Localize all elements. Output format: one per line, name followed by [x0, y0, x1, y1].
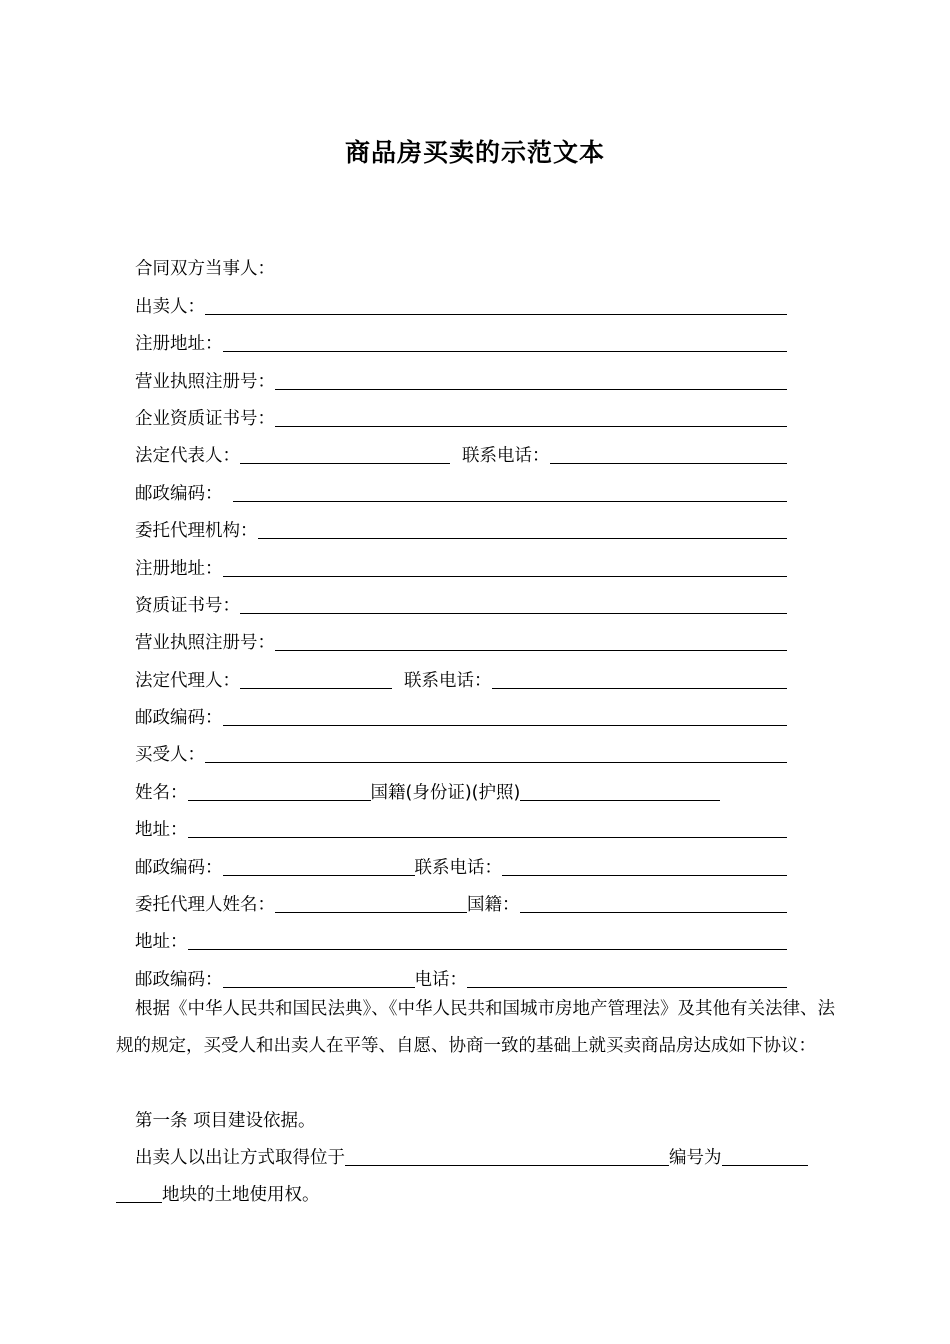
land-text-b: 编号为: [669, 1148, 722, 1168]
address2-label: 地址：: [135, 932, 188, 953]
phone3-blank[interactable]: [502, 855, 787, 876]
license2-row: [135, 618, 787, 655]
agent-name-blank[interactable]: [275, 892, 467, 913]
legal-rep-blank[interactable]: [240, 443, 450, 464]
reg-address-label: 注册地址：: [135, 334, 223, 355]
cert-label: 资质证书号：: [135, 595, 240, 616]
postcode4-label: 邮政编码：: [135, 969, 223, 990]
address-blank[interactable]: [188, 817, 788, 838]
postcode-blank[interactable]: [233, 481, 788, 502]
name-blank[interactable]: [188, 780, 371, 801]
tel-blank[interactable]: [467, 967, 787, 988]
legal-agent-blank[interactable]: [240, 668, 392, 689]
legal-agent-label: 法定代理人：: [135, 670, 240, 691]
seller-blank[interactable]: [205, 294, 787, 315]
postcode2-label: 邮政编码：: [135, 708, 223, 729]
reg-address-blank[interactable]: [223, 331, 788, 352]
article-1-text: 第一条 项目建设依据。: [135, 1111, 316, 1131]
land-text-c: 地块的土地使用权。: [162, 1185, 320, 1206]
seller-label: 出卖人：: [135, 296, 205, 317]
qualification-label: 企业资质证书号：: [135, 408, 275, 429]
land-location-blank[interactable]: [345, 1145, 669, 1166]
cert-blank[interactable]: [240, 593, 787, 614]
phone2-label: 联系电话：: [404, 670, 492, 691]
parties-row: [135, 244, 787, 281]
license-row: [135, 356, 787, 393]
reg-address-row: [135, 319, 787, 356]
postcode3-blank[interactable]: [223, 855, 415, 876]
agency-row: [135, 506, 787, 543]
reg-address2-row: [135, 543, 787, 580]
nationality-id-label: 国籍(身份证)(护照): [370, 782, 521, 803]
nationality-label: 国籍：: [467, 895, 520, 916]
address-row: [135, 805, 787, 842]
phone-blank[interactable]: [550, 443, 788, 464]
phone-label: 联系电话：: [462, 446, 550, 467]
address-label: 地址：: [135, 820, 188, 841]
document-title: 商品房买卖的示范文本: [344, 138, 605, 167]
name-label: 姓名：: [135, 782, 188, 803]
buyer-row: [135, 730, 787, 767]
preamble-text: 根据《中华人民共和国民法典》、《中华人民共和国城市房地产管理法》及其他有关法律、法规的规定，买受人和出卖人在平等、自愿、协商一致的基础上就买卖商品房达成如下协议：: [116, 999, 835, 1057]
land-number-blank-2[interactable]: [116, 1182, 162, 1203]
land-text-a: 出卖人以出让方式取得位于: [135, 1148, 345, 1168]
phone3-label: 联系电话：: [414, 857, 502, 878]
license2-blank[interactable]: [275, 630, 787, 651]
seller-row: [135, 281, 787, 318]
land-number-blank-1[interactable]: [722, 1145, 808, 1166]
postcode3-row: [135, 842, 787, 879]
preamble-paragraph: [116, 991, 836, 1066]
legal-rep-row: [135, 431, 787, 468]
parties-label: 合同双方当事人：: [135, 259, 275, 280]
legal-agent-row: [135, 655, 787, 692]
buyer-blank[interactable]: [205, 742, 787, 763]
tel-label: 电话：: [414, 969, 467, 990]
reg-address2-label: 注册地址：: [135, 558, 223, 579]
qualification-row: [135, 394, 787, 431]
license-blank[interactable]: [275, 369, 787, 390]
license2-label: 营业执照注册号：: [135, 633, 275, 654]
address2-blank[interactable]: [188, 929, 788, 950]
qualification-blank[interactable]: [275, 406, 787, 427]
land-paragraph: [116, 1140, 836, 1215]
reg-address2-blank[interactable]: [223, 556, 788, 577]
agent-name-row: [135, 880, 787, 917]
postcode2-blank[interactable]: [223, 705, 788, 726]
nationality-blank[interactable]: [520, 892, 788, 913]
cert-row: [135, 581, 787, 618]
postcode4-blank[interactable]: [223, 967, 415, 988]
agency-label: 委托代理机构：: [135, 521, 258, 542]
address2-row: [135, 917, 787, 954]
party-fields: [135, 244, 787, 992]
nationality-id-blank[interactable]: [520, 780, 720, 801]
phone2-blank[interactable]: [492, 668, 788, 689]
postcode3-label: 邮政编码：: [135, 857, 223, 878]
postcode-row: [135, 468, 787, 505]
postcode-label: 邮政编码：: [135, 483, 223, 504]
agent-name-label: 委托代理人姓名：: [135, 895, 275, 916]
agency-blank[interactable]: [258, 518, 788, 539]
postcode2-row: [135, 693, 787, 730]
postcode4-row: [135, 954, 787, 991]
name-row: [135, 767, 787, 804]
legal-rep-label: 法定代表人：: [135, 446, 240, 467]
article-1-heading: [116, 1103, 836, 1140]
license-label: 营业执照注册号：: [135, 371, 275, 392]
buyer-label: 买受人：: [135, 745, 205, 766]
